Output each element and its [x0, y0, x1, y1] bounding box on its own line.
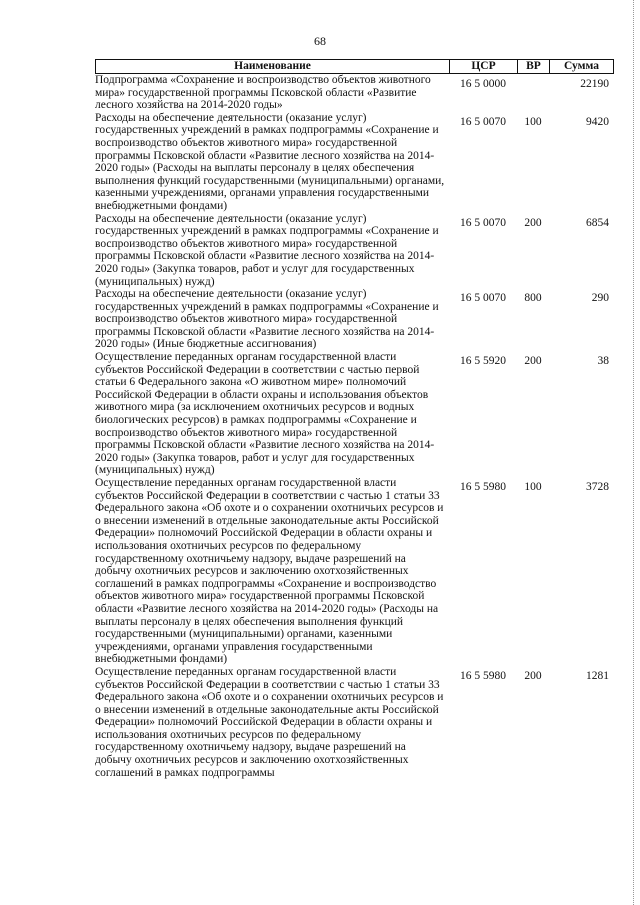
header-csr: ЦСР [450, 60, 518, 73]
header-vr: ВР [518, 60, 550, 73]
row-vr: 200 [524, 669, 542, 682]
page-number: 68 [314, 34, 326, 48]
row-sum: 6854 [586, 216, 609, 229]
table-row [95, 112, 615, 213]
header-sum: Сумма [564, 60, 599, 72]
row-name: Расходы на обеспечение деятельности (оказание услуг) государственных учреждений в рамках подпрограммы «Сохранение и воспроизводство объектов животного мира» государственной программы Псковской области «Развитие лесного хозяйства на 2014-2020 годы» (Закупка товаров, работ и услуг для государственных (муниципальных) нужд) [95, 212, 439, 288]
row-csr: 16 5 5980 [460, 481, 506, 493]
row-sum: 9420 [586, 115, 609, 128]
row-name: Осуществление переданных органам государственной власти субъектов Российской Федерации в соответствии с частью 1 статьи 33 Федерального закона «Об охоте и о сохранении охотничьих ресурсов и о внесении изменений в отдельные законодательные акты Российской Федерации» полномочий Российской Федерации в области охраны и использования охотничьих ресурсов по федеральному государственному охотничьему надзору, выдаче разрешений на добычу охотничьих ресурсов и заключению охотхозяйственных соглашений в рамках подпрограммы «Сохранение и воспроизводство объектов животного мира» государственной программы Псковской области «Развитие лесного хозяйства на 2014-2020 годы» (Расходы на выплаты персоналу в целях обеспечения выполнения функций государственными (муниципальными) органами, казенными учреждениями, органами управления государственными внебюджетными фондами) [95, 477, 444, 666]
table-header [95, 59, 614, 74]
row-vr: 200 [524, 216, 542, 229]
row-csr: 16 5 0070 [460, 292, 506, 305]
row-vr: 200 [524, 355, 542, 368]
row-sum: 22190 [580, 78, 609, 90]
table-row [95, 213, 615, 289]
row-vr: 800 [524, 292, 542, 305]
row-vr [517, 74, 549, 112]
page-edge-divider [633, 0, 634, 905]
row-sum: 3728 [586, 481, 609, 493]
row-vr: 100 [524, 115, 542, 128]
row-csr: 16 5 5920 [460, 355, 506, 368]
row-name: Осуществление переданных органам государственной власти субъектов Российской Федерации в соответствии с частью первой статьи 6 Федерального закона «О животном мире» полномочий Российской Федерации в области охраны и использования объектов животного мира (за исключением охотничьих ресурсов и водных биологических ресурсов) в рамках подпрограммы «Сохранение и воспроизводство объектов животного мира» государственной программы Псковской области «Развитие лесного хозяйства на 2014-2020 годы» (Закупка товаров, работ и услуг для государственных (муниципальных) нужд) [95, 351, 435, 477]
header-name: Наименование [96, 60, 450, 73]
row-vr: 100 [524, 481, 542, 493]
row-csr: 16 5 5980 [460, 669, 506, 682]
table-row [95, 74, 615, 112]
row-name: Осуществление переданных органам государственной власти субъектов Российской Федерации в соответствии с частью 1 статьи 33 Федерального закона «Об охоте и о сохранении охотничьих ресурсов и о внесении изменений в отдельные законодательные акты Российской Федерации» полномочий Российской Федерации в области охраны и использования охотничьих ресурсов по федеральному государственному охотничьему надзору, выдаче разрешений на добычу охотничьих ресурсов и заключению охотхозяйственных соглашений в рамках подпрограммы [95, 665, 444, 779]
table-body [95, 74, 615, 779]
row-name: Подпрограмма «Сохранение и воспроизводство объектов животного мира» государственной программы Псковской области «Развитие лесного хозяйства на 2014-2020 годы» [95, 74, 431, 112]
row-csr: 16 5 0070 [460, 115, 506, 128]
row-name: Расходы на обеспечение деятельности (оказание услуг) государственных учреждений в рамках подпрограммы «Сохранение и воспроизводство объектов животного мира» государственной программы Псковской области «Развитие лесного хозяйства на 2014-2020 годы» (Расходы на выплаты персоналу в целях обеспечения выполнения функций государственными (муниципальными) органами, казенными учреждениями, органами управления государственными внебюджетными фондами) [95, 111, 445, 212]
row-csr: 16 5 0070 [460, 216, 506, 229]
row-name: Расходы на обеспечение деятельности (оказание услуг) государственных учреждений в рамках подпрограммы «Сохранение и воспроизводство объектов животного мира» государственной программы Псковской области «Развитие лесного хозяйства на 2014-2020 годы» (Иные бюджетные ассигнования) [95, 288, 439, 351]
row-sum: 1281 [586, 669, 609, 682]
table-row [95, 666, 615, 779]
row-sum: 38 [597, 355, 609, 368]
row-csr: 16 5 0000 [460, 78, 506, 90]
table-row [95, 477, 615, 666]
table-row [95, 351, 615, 477]
row-sum: 290 [591, 292, 609, 305]
table-row [95, 288, 615, 351]
